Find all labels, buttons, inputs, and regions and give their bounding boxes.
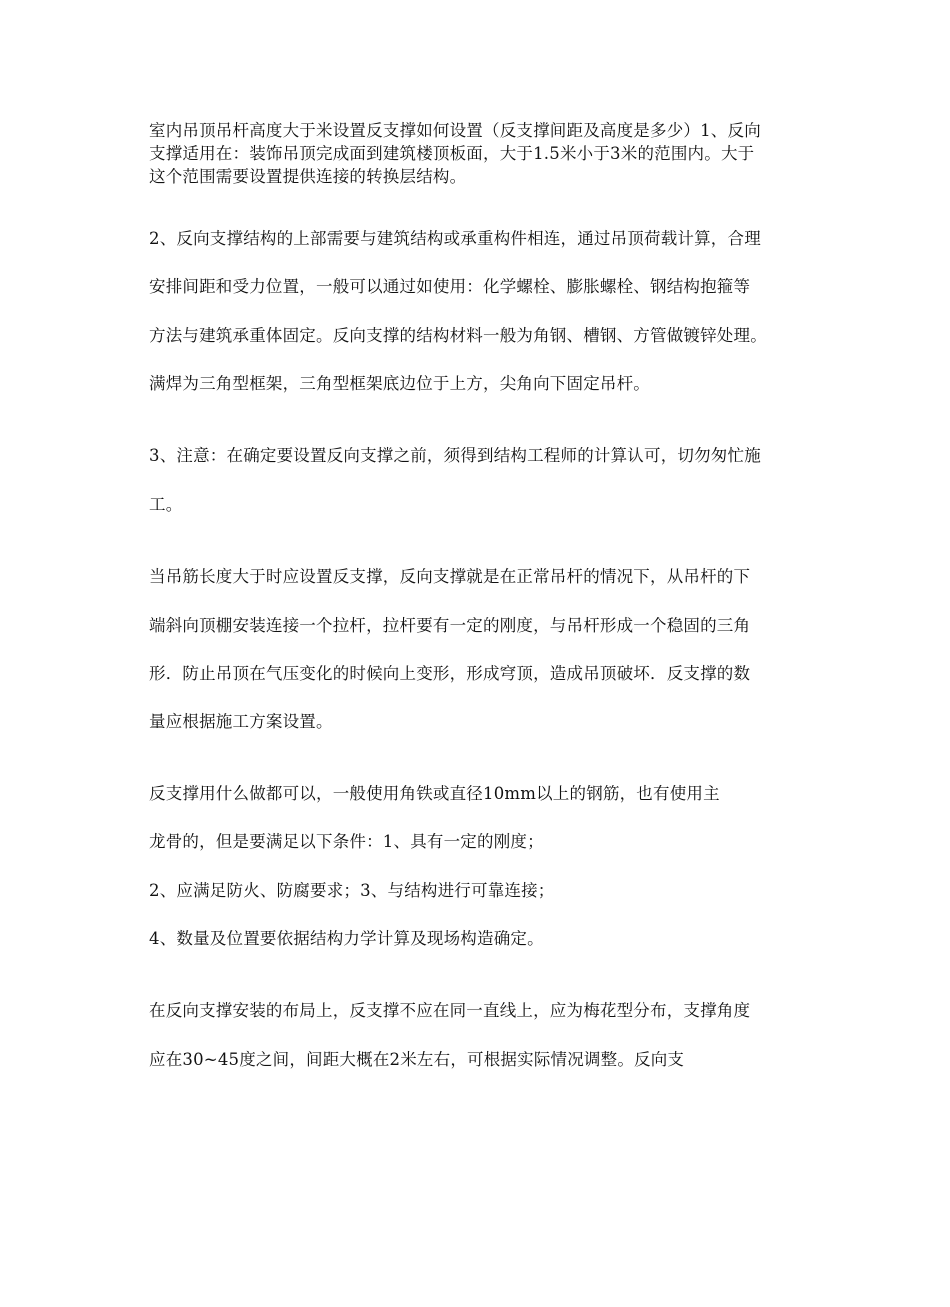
text-line: 反支撑用什么做都可以，一般使用角铁或直径10mm以上的钢筋，也有使用主 <box>149 784 720 803</box>
text-line: 应在30~45度之间，间距大概在2米左右，可根据实际情况调整。反向支 <box>149 1050 685 1069</box>
text-line: 形．防止吊顶在气压变化的时候向上变形，形成穹顶，造成吊顶破坏．反支撑的数 <box>149 664 751 683</box>
text-line: 在反向支撑安装的布局上，反支撑不应在同一直线上，应为梅花型分布，支撑角度 <box>149 1001 751 1020</box>
text-line: 当吊筋长度大于时应设置反支撑，反向支撑就是在正常吊杆的情况下，从吊杆的下 <box>149 567 751 586</box>
text-line: 4、数量及位置要依据结构力学计算及现场构造确定。 <box>149 929 544 948</box>
text-line: 满焊为三角型框架，三角型框架底边位于上方，尖角向下固定吊杆。 <box>149 374 650 393</box>
text-line: 安排间距和受力位置，一般可以通过如使用：化学螺栓、膨胀螺栓、钢结构抱箍等 <box>149 277 751 296</box>
text-line: 2、反向支撑结构的上部需要与建筑结构或承重构件相连，通过吊顶荷载计算，合理 <box>149 229 761 248</box>
text-line: 端斜向顶棚安装连接一个拉杆，拉杆要有一定的刚度，与吊杆形成一个稳固的三角 <box>149 616 751 635</box>
text-line: 2、应满足防火、防腐要求；3、与结构进行可靠连接； <box>149 881 555 900</box>
text-line: 龙骨的，但是要满足以下条件：1、具有一定的刚度； <box>149 832 544 851</box>
text-line: 这个范围需要设置提供连接的转换层结构。 <box>149 167 467 186</box>
text-line: 支撑适用在：装饰吊顶完成面到建筑楼顶板面，大于1.5米小于3米的范围内。大于 <box>149 144 755 163</box>
text-line: 方法与建筑承重体固定。反向支撑的结构材料一般为角钢、槽钢、方管做镀锌处理。 <box>149 326 767 345</box>
text-line: 室内吊顶吊杆高度大于米设置反支撑如何设置（反支撑间距及高度是多少）1、反向 <box>149 121 761 140</box>
text-line: 工。 <box>149 495 183 514</box>
text-line: 3、注意：在确定要设置反向支撑之前，须得到结构工程师的计算认可，切勿匆忙施 <box>149 446 761 465</box>
text-line: 量应根据施工方案设置。 <box>149 712 333 731</box>
